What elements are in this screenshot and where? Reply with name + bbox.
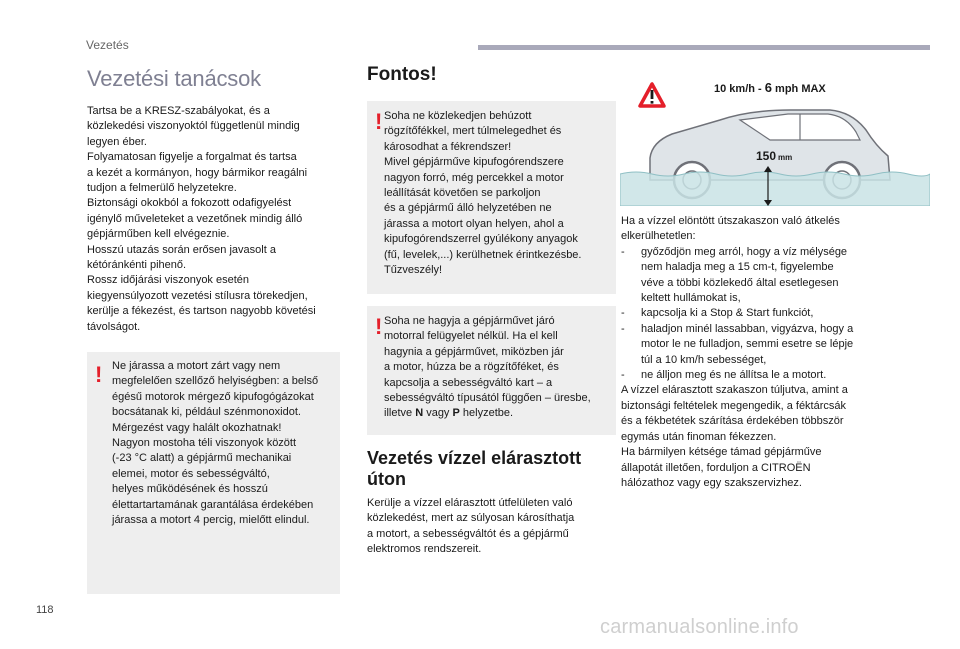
list-item: - kapcsolja ki a Stop & Start funkciót, <box>621 306 891 321</box>
header-bar <box>478 45 930 50</box>
depth-value: 150 <box>756 149 777 163</box>
unattended-warning-end: helyzetbe. <box>459 407 514 420</box>
svg-text:10 km/h - 6 mph MAX <box>714 80 826 95</box>
flooded-road-illustration <box>620 76 930 206</box>
page-number: 118 <box>36 604 54 616</box>
gear-n-label: N <box>415 407 424 420</box>
section-header: Vezetés <box>86 38 129 52</box>
driving-tips-body: Tartsa be a KRESZ-szabályokat, és a közlekedési viszonyoktól függetlenül mindig legyen éber. Folyamatosan figyelje a forgalmat és tartsa a kezét a kormányon, hogy bármikor reagálni tudjon a felmerülő helyzetekre. Biztonsági okokból a fokozott odafigyelést igénylő műveleteket a vezetőnek mindig álló gépjárműben kell elvégeznie. Hosszú utazás során erősen javasolt a kétóránkénti pihenő. Rossz időjárási viszonyok esetén kiegyensúlyozott vezetési stílusra törekedjen, kerülje a fékezést, és tartson nagyobb követési távolságot. <box>87 105 316 333</box>
exhaust-warning-text: Ne járassa a motort zárt vagy nem megfelelően szellőző helyiségben: a belső égésű motorok mérgező kipufogógázokat bocsátanak ki, például szénmonoxidot. Mérgezést vagy halált okozhatnak! Nagyon mostoha téli viszonyok között (-23 °C alatt) a gépjármű mechanikai elemei, motor és sebességváltó, helyes működésének és hosszú élettartartamának garantálása érdekében járassa a motort 4 percig, mielőtt elindul. <box>112 360 319 527</box>
or-word: vagy <box>423 407 453 420</box>
warning-triangle-icon <box>640 84 664 106</box>
speed-unit: mph MAX <box>771 83 826 95</box>
driving-tips-column <box>87 66 342 335</box>
warning-icon: ! <box>375 109 383 134</box>
speed-value: 6 <box>764 80 772 95</box>
watermark: carmanualsonline.info <box>600 616 799 638</box>
warning-icon: ! <box>375 314 383 339</box>
flooded-road-title: Vezetés vízzel elárasztott úton <box>367 448 582 489</box>
water-surface <box>620 172 930 206</box>
unattended-warning-box <box>367 306 616 435</box>
list-item: - győződjön meg arról, hogy a víz mélysége nem haladja meg a 15 cm-t, figyelembe véve a többi közlekedő által esetlegesen keltett hullámokat is, <box>621 245 891 307</box>
crossing-instructions <box>621 214 891 491</box>
warning-icon: ! <box>95 362 103 387</box>
exhaust-warning-box <box>87 352 340 594</box>
unattended-warning-text <box>384 314 614 422</box>
crossing-after: A vízzel elárasztott szakaszon túljutva, amint a biztonsági feltételek megengedik, a féktárcsák és a fékbetétek szárítása érdekében többször egymás után finoman fékezzen. Ha bármilyen kétsége támad gépjárműve állapotát illetően, forduljon a CITROËN hálózathoz vagy egy szakszervizhez. <box>621 384 848 489</box>
crossing-list <box>621 245 891 384</box>
driving-tips-title: Vezetési tanácsok <box>87 66 261 91</box>
speed-label: 10 km/h - <box>714 83 765 95</box>
flooded-road-body: Kerülje a vízzel elárasztott útfelületen való közlekedést, mert az súlyosan károsíthatja a motort, a sebességváltót és a gépjármű elektromos rendszereit. <box>367 497 575 556</box>
gear-p-label: P <box>452 407 460 420</box>
parking-brake-warning-box <box>367 101 616 294</box>
important-title: Fontos! <box>367 64 437 85</box>
list-item: - ne álljon meg és ne állítsa le a motort. <box>621 368 891 383</box>
list-item: - haladjon minél lassabban, vigyázva, hogy a motor le ne fulladjon, semmi esetre se lépje túl a 10 km/h sebességet, <box>621 322 891 368</box>
unattended-warning-body: Soha ne hagyja a gépjárművet járó motorral felügyelet nélkül. Ha el kell hagynia a gépjárművet, miközben jár a motor, húzza be a rögzítőféket, és kapcsolja a sebességváltó kart – a sebességváltó típusától függően – üresbe, illetve <box>384 315 591 420</box>
crossing-intro: Ha a vízzel elöntött útszakaszon való átkelés elkerülhetetlen: <box>621 215 840 243</box>
parking-brake-warning-text: Soha ne közlekedjen behúzott rögzítőfékkel, mert túlmelegedhet és károsodhat a fékrendszer! Mivel gépjárműve kipufogórendszere nagyon forró, még percekkel a motor leállítását követően se parkoljon és a gépjármű álló helyzetében ne járassa a motort olyan helyen, ahol a kipufogórendszerrel gyúlékony anyagok (fű, levelek,...) kerülhetnek érintkezésbe. Tűzveszély! <box>384 110 582 277</box>
depth-unit: mm <box>778 153 793 162</box>
